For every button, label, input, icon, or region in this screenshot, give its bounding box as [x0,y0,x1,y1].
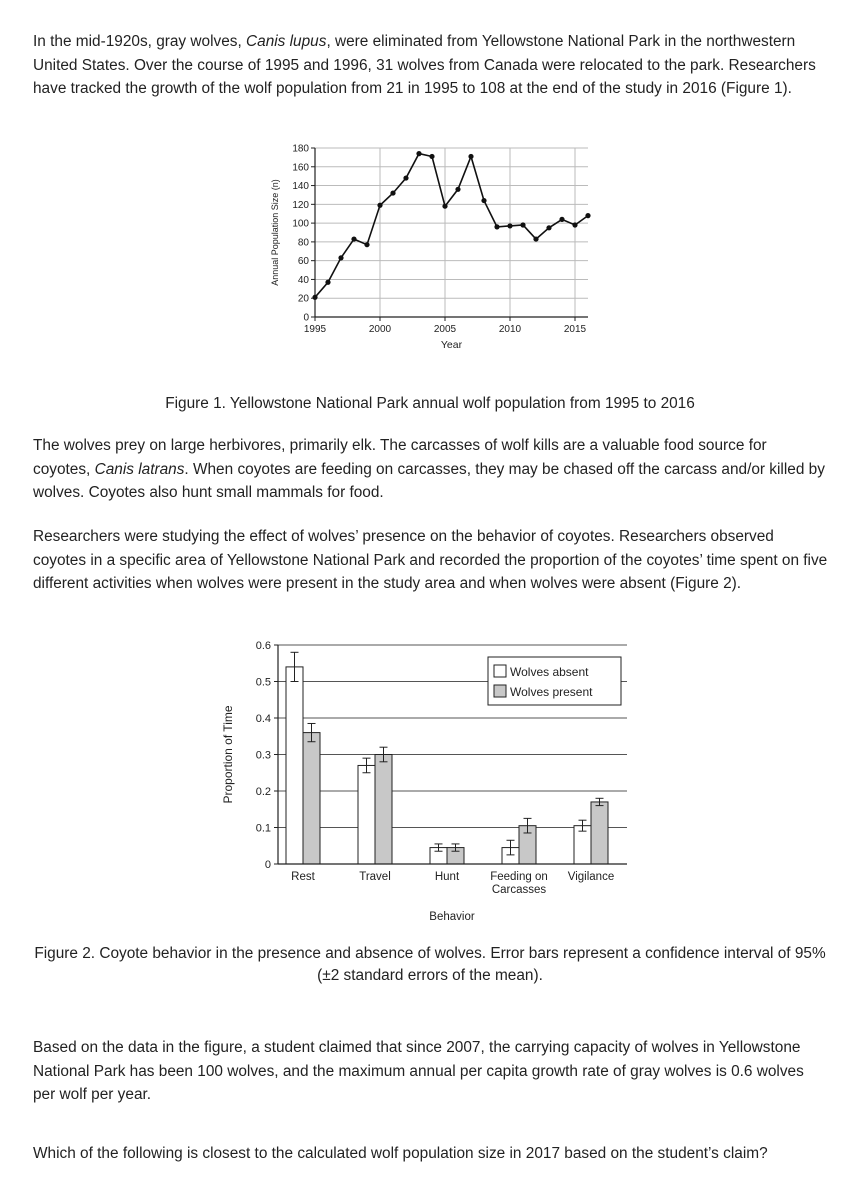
y-tick-label: 60 [297,256,309,268]
y-tick-label: 0.2 [255,786,271,798]
legend-label: Wolves absent [510,665,589,679]
legend-swatch [494,685,506,697]
y-tick-label: 40 [297,274,309,286]
y-tick-label: 0.3 [255,749,271,762]
y-tick-label: 180 [292,143,309,155]
wolves-prey-paragraph [33,434,828,505]
intro-text-before: In the mid-1920s, gray wolves, [33,33,247,50]
data-point [338,255,343,260]
para2-text-before: The wolves prey on large herbivores, primarily elk. The carcasses of wolf kills are a valuable food source for coyotes, [33,437,767,478]
figure-2-bar-chart [215,633,640,925]
legend-label: Wolves present [510,685,593,699]
data-point [546,225,551,230]
data-point [481,198,486,203]
data-point [494,224,499,229]
y-tick-label: 100 [292,218,309,230]
y-tick-label: 0 [303,312,309,324]
legend-swatch [494,665,506,677]
population-series-line [315,154,588,298]
bar-wolves-present [375,755,392,865]
bar-wolves-absent [358,765,375,864]
data-point [312,295,317,300]
data-point [507,223,512,228]
research-paragraph: Researchers were studying the effect of wolves’ presence on the behavior of coyotes. Researchers observed coyotes in a specific area of Yellowstone National Park and recorded the proportion of the coyotes’ time spent on five different activities when wolves were present in the study area and when wolves were absent (Figure 2). [33,528,828,592]
data-point [403,175,408,180]
data-point [390,190,395,195]
figure-2-caption: Figure 2. Coyote behavior in the presence and absence of wolves. Error bars represent a confidence interval of 95% (±2 standard errors of the mean). [34,945,826,984]
species-name-coyote: Canis latrans [94,460,185,478]
data-point [559,217,564,222]
x-axis-title: Behavior [429,911,475,923]
data-point [533,236,538,241]
y-tick-label: 20 [297,293,309,305]
x-tick-label: 1995 [303,324,327,335]
y-tick-label: 0.1 [255,822,271,835]
data-point [585,213,590,218]
data-point [377,203,382,208]
student-claim-paragraph: Based on the data in the figure, a student claimed that since 2007, the carrying capacity of wolves in Yellowstone National Park has been 100 wolves, and the maximum annual per capita growth rate of gray wolves is 0.6 wolves per wolf per year. [33,1039,804,1103]
data-point [520,222,525,227]
data-point [429,154,434,159]
y-tick-label: 0.6 [255,640,271,652]
y-tick-label: 80 [297,237,309,249]
data-point [455,187,460,192]
data-point [351,236,356,241]
para2-text-after: . When coyotes are feeding on carcasses, they may be chased off the carcass and/or killed by wolves. Coyotes also hunt small mammals for food. [33,460,825,501]
y-axis-title: Proportion of Time [221,705,235,804]
x-category-label: Vigilance [567,871,615,883]
figure-1-caption: Figure 1. Yellowstone National Park annual wolf population from 1995 to 2016 [165,395,695,412]
intro-text-after: , were eliminated from Yellowstone National Park in the northwestern United States. Over the course of 1995 and 1996, 31 wolves from Canada were relocated to the park. Researchers have tracked the growth of the wolf population from 21 in 1995 to 108 at the end of the study in 2016 (Figure 1). [33,33,816,97]
x-tick-label: 2005 [433,324,457,335]
data-point [572,222,577,227]
bar-wolves-present [303,733,320,864]
y-tick-label: 140 [292,181,309,193]
data-point [416,151,421,156]
x-category-label: Rest [291,871,315,883]
data-point [442,204,447,209]
y-tick-label: 0.4 [255,713,271,725]
x-tick-label: 2015 [563,324,587,335]
y-tick-label: 120 [292,199,309,211]
x-axis-title: Year [440,339,463,351]
bar-wolves-absent [286,667,303,864]
y-axis-title: Annual Population Size (n) [270,179,280,286]
species-name-wolf: Canis lupus [246,33,327,50]
question-prompt: Which of the following is closest to the calculated wolf population size in 2017 based on the student’s claim? [33,1145,768,1162]
data-point [325,280,330,285]
data-point [364,242,369,247]
x-category-label: Hunt [434,871,460,883]
x-category-label: Feeding on Carcasses [490,871,548,896]
bar-wolves-present [591,802,608,864]
y-tick-label: 0 [264,859,271,871]
intro-paragraph [33,30,828,101]
data-point [468,154,473,159]
x-tick-label: 2010 [498,324,522,335]
x-tick-label: 2000 [368,324,392,335]
y-tick-label: 160 [292,162,309,174]
y-tick-label: 0.5 [255,676,271,689]
x-category-label: Travel [359,871,391,883]
figure-1-line-chart [260,140,600,376]
